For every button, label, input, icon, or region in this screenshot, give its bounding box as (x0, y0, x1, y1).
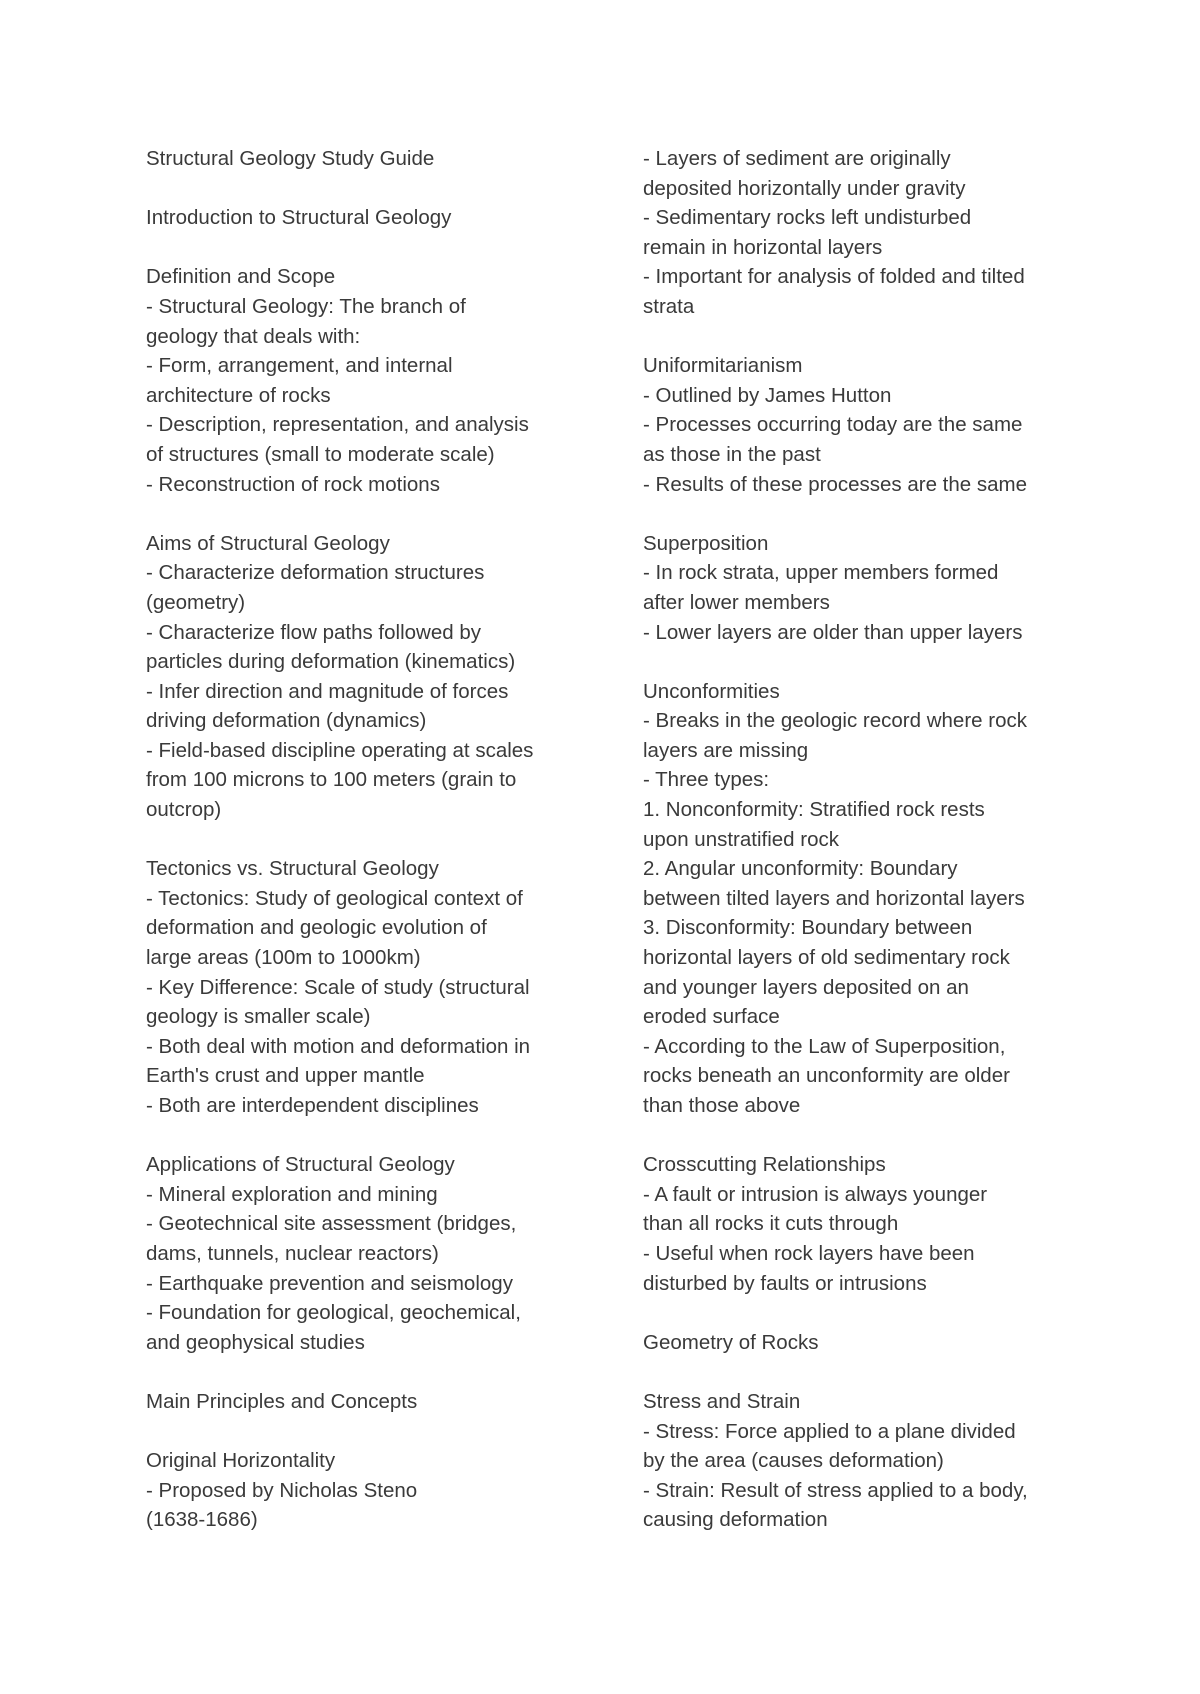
blank-line (643, 1121, 1083, 1151)
section-heading: Definition and Scope (146, 265, 336, 289)
section-heading: Uniformitarianism (643, 354, 803, 378)
text-line: 2. Angular unconformity: Boundary (643, 857, 958, 881)
blank-line (643, 1357, 1083, 1387)
section-heading: Unconformities (643, 679, 780, 703)
text-line: - Layers of sediment are originally (643, 147, 951, 170)
blank-line (643, 322, 1083, 352)
text-line: - Infer direction and magnitude of forces (146, 679, 509, 703)
section-heading: Geometry of Rocks (643, 1330, 819, 1354)
text-line: geology is smaller scale) (146, 1005, 371, 1029)
text-line: - Field-based discipline operating at scales (146, 738, 534, 762)
text-line: - In rock strata, upper members formed (643, 561, 999, 585)
text-line: than those above (643, 1094, 801, 1117)
text-line: and geophysical studies (146, 1330, 365, 1354)
text-line: - Processes occurring today are the same (643, 413, 1023, 437)
right-text-column (643, 144, 1083, 1535)
text-line: by the area (causes deformation) (643, 1449, 944, 1473)
text-line: rocks beneath an unconformity are older (643, 1064, 1010, 1088)
text-line: driving deformation (dynamics) (146, 709, 427, 733)
text-line: causing deformation (643, 1508, 828, 1532)
text-line: geology that deals with: (146, 324, 361, 348)
section-heading: Earth's crust and upper mantle (146, 1064, 425, 1088)
text-line: strata (643, 294, 695, 318)
text-line: - Reconstruction of rock motions (146, 472, 440, 496)
text-line: - Both deal with motion and deformation in (146, 1034, 531, 1058)
text-line: - Useful when rock layers have been (643, 1241, 975, 1265)
text-line: remain in horizontal layers (643, 235, 883, 259)
text-line: - Form, arrangement, and internal (146, 354, 453, 378)
text-line: (geometry) (146, 590, 246, 614)
text-line: and younger layers deposited on an (643, 975, 969, 999)
text-line: 3. Disconformity: Boundary between (643, 916, 973, 940)
left-text-column (146, 144, 586, 1535)
section-heading: Stress and Strain (643, 1389, 801, 1413)
blank-line (643, 499, 1083, 529)
text-line: - Lower layers are older than upper layers (643, 620, 1023, 644)
text-line: - Characterize flow paths followed by (146, 620, 481, 644)
blank-line (146, 174, 586, 204)
text-line: (1638-1686) (146, 1508, 258, 1532)
text-line: deformation and geologic evolution of (146, 916, 487, 940)
text-line: deposited horizontally under gravity (643, 176, 966, 200)
section-heading: Original Horizontality (146, 1449, 336, 1473)
text-line: - Characterize deformation structures (146, 561, 485, 585)
blank-line (146, 825, 586, 855)
text-line: - Outlined by James Hutton (643, 383, 892, 407)
text-line: - Proposed by Nicholas Steno (146, 1478, 418, 1502)
text-line: disturbed by faults or intrusions (643, 1271, 927, 1295)
text-line: - Both are interdependent disciplines (146, 1094, 479, 1117)
blank-line (146, 1121, 586, 1151)
text-line: - According to the Law of Superposition, (643, 1034, 1006, 1058)
text-line: - Earthquake prevention and seismology (146, 1271, 513, 1295)
blank-line (643, 1298, 1083, 1328)
text-line: - Structural Geology: The branch of (146, 294, 466, 318)
text-line: - Breaks in the geologic record where rock (643, 709, 1027, 733)
text-line: - Description, representation, and analysis (146, 413, 529, 437)
blank-line (146, 233, 586, 263)
text-line: large areas (100m to 1000km) (146, 946, 421, 970)
text-line: - A fault or intrusion is always younger (643, 1182, 988, 1206)
text-line: - Mineral exploration and mining (146, 1182, 438, 1206)
text-line: - Strain: Result of stress applied to a body, (643, 1478, 1028, 1502)
text-line: dams, tunnels, nuclear reactors) (146, 1241, 439, 1265)
blank-line (146, 499, 586, 529)
text-line: - Tectonics: Study of geological context of (146, 886, 523, 910)
text-line: upon unstratified rock (643, 827, 840, 851)
section-heading: Crosscutting Relationships (643, 1153, 886, 1177)
text-line: - Key Difference: Scale of study (structural (146, 975, 530, 999)
text-line: layers are missing (643, 738, 809, 762)
section-heading: Superposition (643, 531, 769, 555)
text-line: outcrop) (146, 798, 222, 822)
text-line: - Important for analysis of folded and tilted (643, 265, 1025, 289)
text-line: - Stress: Force applied to a plane divided (643, 1419, 1016, 1443)
section-heading: Aims of Structural Geology (146, 531, 390, 555)
text-line: horizontal layers of old sedimentary rock (643, 946, 1010, 970)
text-line: - Results of these processes are the same (643, 472, 1027, 496)
text-line: between tilted layers and horizontal layers (643, 886, 1025, 910)
section-heading: Applications of Structural Geology (146, 1153, 455, 1177)
text-line: 1. Nonconformity: Stratified rock rests (643, 798, 985, 822)
text-line: - Geotechnical site assessment (bridges, (146, 1212, 517, 1236)
text-line: particles during deformation (kinematics) (146, 650, 516, 674)
text-line: architecture of rocks (146, 383, 331, 407)
text-line: than all rocks it cuts through (643, 1212, 899, 1236)
text-line: after lower members (643, 590, 830, 614)
section-heading: Introduction to Structural Geology (146, 206, 452, 230)
blank-line (146, 1417, 586, 1447)
text-line: of structures (small to moderate scale) (146, 442, 495, 466)
section-heading: Tectonics vs. Structural Geology (146, 857, 439, 881)
text-line: as those in the past (643, 442, 821, 466)
text-line: from 100 microns to 100 meters (grain to (146, 768, 517, 792)
text-line: eroded surface (643, 1005, 780, 1029)
text-line: - Sedimentary rocks left undisturbed (643, 206, 972, 230)
blank-line (146, 1357, 586, 1387)
section-heading: Structural Geology Study Guide (146, 147, 435, 170)
blank-line (643, 647, 1083, 677)
text-line: - Foundation for geological, geochemical, (146, 1301, 521, 1325)
text-line: - Three types: (643, 768, 770, 792)
section-heading: Main Principles and Concepts (146, 1389, 418, 1413)
